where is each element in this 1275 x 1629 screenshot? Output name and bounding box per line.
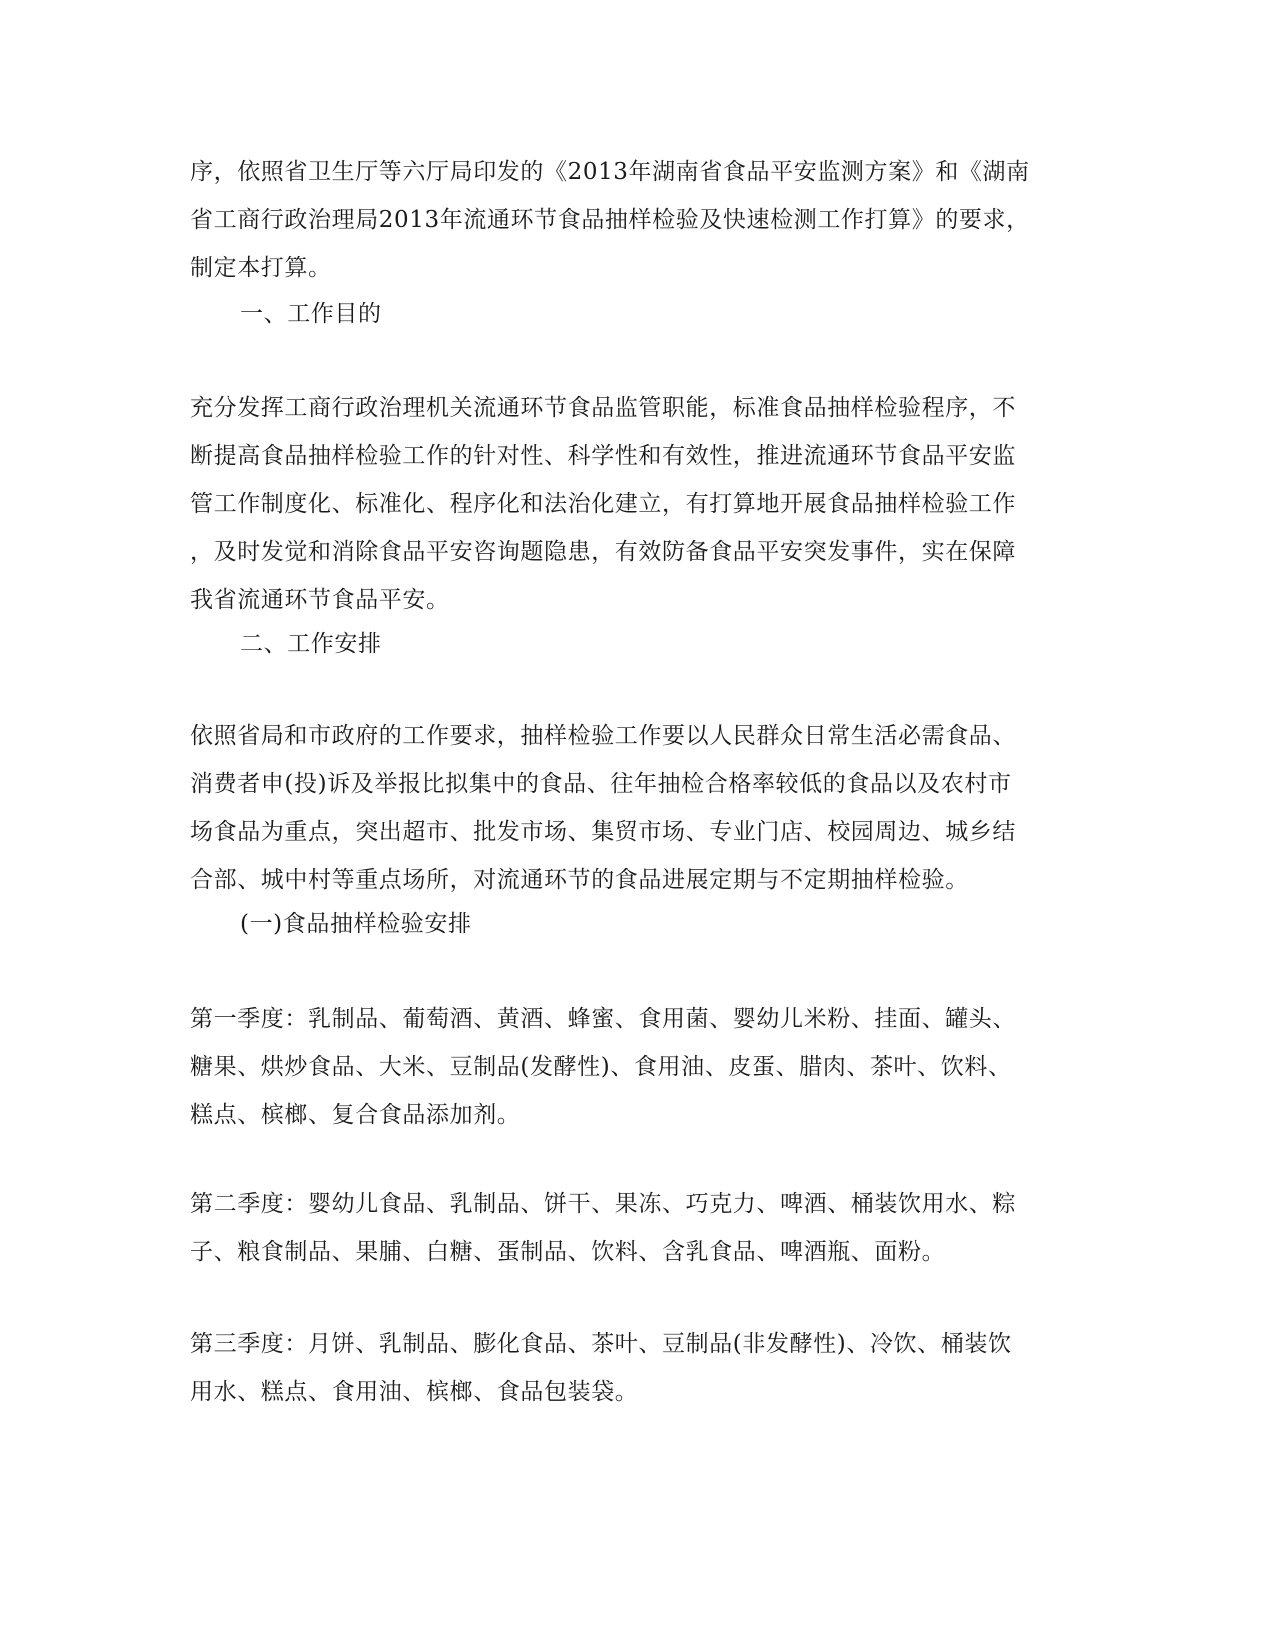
paragraph-line: 省工商行政治理局2013年流通环节食品抽样检验及快速检测工作打算》的要求， [190, 207, 1030, 233]
subsection-heading-sampling: (一)食品抽样检验安排 [240, 911, 472, 937]
goal-paragraph [190, 384, 1080, 624]
q2-paragraph [190, 1180, 1080, 1276]
paragraph-line: 第二季度：婴幼儿食品、乳制品、饼干、果冻、巧克力、啤酒、桶装饮用水、粽 [190, 1191, 1016, 1217]
paragraph-line: 糕点、槟榔、复合食品添加剂。 [190, 1102, 521, 1128]
arrangement-paragraph [190, 712, 1080, 904]
paragraph-line: 断提高食品抽样检验工作的针对性、科学性和有效性，推进流通环节食品平安监 [190, 443, 1016, 469]
paragraph-line: 子、粮食制品、果脯、白糖、蛋制品、饮料、含乳食品、啤酒瓶、面粉。 [190, 1239, 946, 1265]
paragraph-line: 用水、糕点、食用油、槟榔、食品包装袋。 [190, 1379, 639, 1405]
q3-paragraph [190, 1320, 1080, 1416]
paragraph-line: 合部、城中村等重点场所，对流通环节的食品进展定期与不定期抽样检验。 [190, 867, 969, 893]
paragraph-line: 序，依照省卫生厅等六厅局印发的《2013年湖南省食品平安监测方案》和《湖南 [190, 159, 1030, 185]
paragraph-line: 场食品为重点，突出超市、批发市场、集贸市场、专业门店、校园周边、城乡结 [190, 819, 1016, 845]
paragraph-line: 充分发挥工商行政治理机关流通环节食品监管职能，标准食品抽样检验程序，不 [190, 395, 1016, 421]
paragraph-line: 消费者申(投)诉及举报比拟集中的食品、往年抽检合格率较低的食品以及农村市 [190, 771, 1012, 797]
paragraph-line: ，及时发觉和消除食品平安咨询题隐患，有效防备食品平安突发事件，实在保障 [190, 539, 1016, 565]
paragraph-line: 管工作制度化、标准化、程序化和法治化建立，有打算地开展食品抽样检验工作 [190, 491, 1016, 517]
paragraph-line: 制定本打算。 [190, 255, 332, 281]
paragraph-line: 第三季度：月饼、乳制品、膨化食品、茶叶、豆制品(非发酵性)、冷饮、桶装饮 [190, 1331, 1012, 1357]
paragraph-line: 糖果、烘炒食品、大米、豆制品(发酵性)、食用油、皮蛋、腊肉、茶叶、饮料、 [190, 1054, 1012, 1080]
intro-paragraph [190, 148, 1080, 292]
q1-paragraph [190, 995, 1080, 1139]
paragraph-line: 我省流通环节食品平安。 [190, 587, 450, 613]
paragraph-line: 第一季度：乳制品、葡萄酒、黄酒、蜂蜜、食用菌、婴幼儿米粉、挂面、罐头、 [190, 1006, 1016, 1032]
section-heading-arrangement: 二、工作安排 [240, 631, 382, 657]
section-heading-goal: 一、工作目的 [240, 301, 382, 327]
paragraph-line: 依照省局和市政府的工作要求，抽样检验工作要以人民群众日常生活必需食品、 [190, 723, 1016, 749]
